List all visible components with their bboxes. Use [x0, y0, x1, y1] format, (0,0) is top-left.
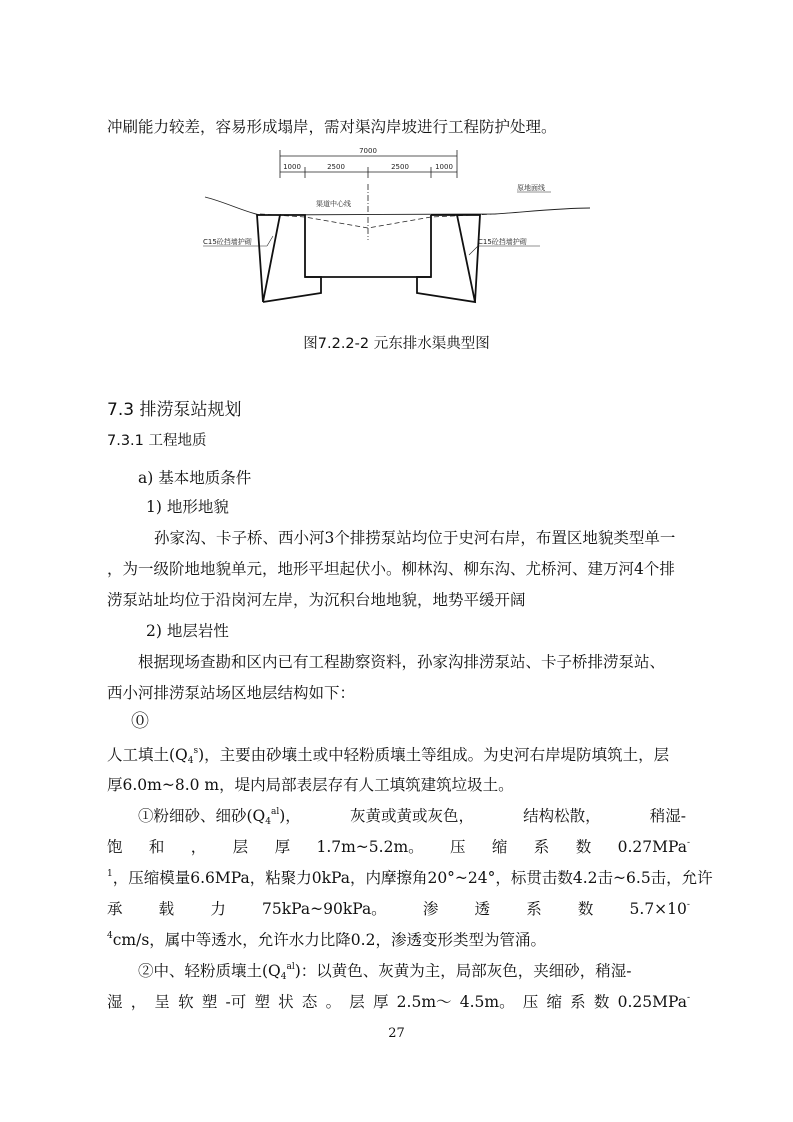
paragraph-line: ，为一级阶地地貌单元，地形平坦起伏小。柳林沟、柳东沟、尤桥河、建万河4个排	[107, 560, 675, 578]
dim-seg-2: 2500	[327, 163, 345, 171]
layer-2-line-2: 湿 ， 呈 软 塑 -可 塑 状 态 。 层 厚 2.5m～ 4.5m。 压 缩 系 数 0.25MPa-	[107, 993, 690, 1011]
layer-1-line-4: 承 载 力 75kPa~90kPa。 渗 透 系 数 5.7×10-	[107, 900, 690, 918]
paragraph-line: 涝泵站址均位于沿岗河左岸，为沉积台地地貌，地势平缓开阔	[107, 591, 526, 609]
subheading-a1: 1) 地形地貌	[146, 498, 229, 516]
layer-1-line-5: $^4$cm/s，属中等透水，允许水力比降0.2，渗透变形类型为管涌。	[107, 931, 546, 949]
paragraph-line: 厚6.0m~8.0 m，堤内局部表层存有人工填筑建筑垃圾土。	[107, 776, 514, 794]
figure-caption: 图7.2.2-2 元东排水渠典型图	[303, 336, 490, 352]
layer-2-line-1: ②中、轻粉质壤土$(Q_4^{al})$：以黄色、灰黄为主，局部灰色，夹细砂，稍湿-	[138, 962, 632, 982]
layer-1-line-1: ①粉细砂、细砂$(Q_4^{al})$， 灰黄或黄或灰色， 结构松散， 稍湿-	[138, 807, 686, 827]
centerline-label: 渠道中心线	[316, 200, 351, 208]
ground-line-label: 原地面线	[517, 184, 545, 192]
channel-walls	[257, 215, 480, 302]
ground-line	[205, 197, 590, 215]
channel-cross-section-figure	[195, 140, 600, 310]
paragraph-line: 西小河排涝泵站场区地层结构如下：	[107, 684, 356, 702]
layer-1-line-2: 饱 和 ， 层 厚 1.7m~5.2m。 压 缩 系 数 0.27MPa-	[107, 838, 690, 856]
layer-0-marker: ⓪	[131, 711, 149, 732]
subheading-a2: 2) 地层岩性	[146, 622, 229, 640]
paragraph-line: 人工填土$(Q_4^s)$，主要由砂壤土或中轻粉质壤土等组成。为史河右岸堤防填筑土，层	[107, 746, 670, 766]
dim-seg-1: 1000	[283, 163, 301, 171]
subheading-a: a) 基本地质条件	[138, 469, 252, 487]
intro-paragraph: 冲刷能力较差，容易形成塌岸，需对渠沟岸坡进行工程防护处理。	[107, 118, 557, 136]
left-wall-label: C15砼挡墙护砌	[203, 238, 252, 246]
page-number: 27	[388, 1026, 405, 1041]
section-heading-7-3-1: 7.3.1 工程地质	[107, 433, 207, 449]
paragraph-line: 孙家沟、卡子桥、西小河3个排捞泵站均位于史河右岸，布置区地貌类型单一	[154, 529, 676, 547]
dim-total: 7000	[359, 147, 377, 155]
layer-1-line-3: $^1$，压缩模量6.6MPa，粘聚力0kPa，内摩擦角20°~24°，标贯击数4.2击~6.5击，允许	[107, 869, 713, 887]
dim-seg-3: 2500	[391, 163, 409, 171]
right-wall-label: C15砼挡墙护砌	[478, 238, 527, 246]
section-heading-7-3: 7.3 排涝泵站规划	[107, 400, 242, 420]
dim-seg-4: 1000	[435, 163, 453, 171]
paragraph-line: 根据现场查勘和区内已有工程勘察资料，孙家沟排涝泵站、卡子桥排涝泵站、	[138, 653, 666, 671]
